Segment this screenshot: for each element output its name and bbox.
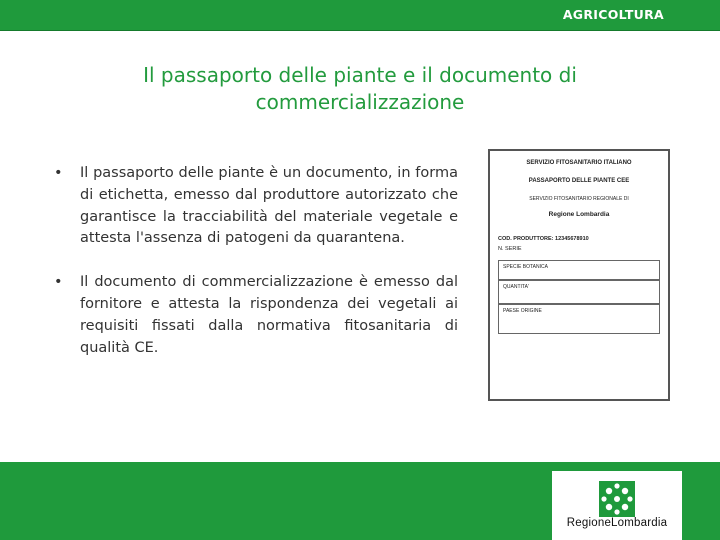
bullet-list: [50, 163, 458, 381]
bullet-item: [50, 163, 458, 250]
region-logo-text: RegioneLombardia: [566, 517, 668, 529]
form-organization: Regione Lombardia: [548, 211, 610, 218]
top-bar: [0, 0, 720, 31]
form-service: SERVIZIO FITOSANITARIO REGIONALE DI: [529, 196, 629, 202]
bullet-item: [50, 272, 458, 359]
section-label: AGRICOLTURA: [562, 7, 664, 22]
rosa-camuna-icon: [599, 481, 635, 517]
slide-title: [60, 62, 660, 116]
form-field-species: SPECIE BOTANICA: [498, 260, 660, 280]
bullet-text: Il passaporto delle piante è un documento, in forma di etichetta, emesso dal produttore autorizzato che garantisce la tracciabilità del materiale vegetale e attesta l'assenza di patogeni da quarantena.: [80, 165, 458, 247]
form-producer-code: COD. PRODUTTORE: 12345678910: [498, 236, 589, 242]
plant-passport-form: [488, 149, 670, 401]
form-series: N. SERIE: [498, 246, 522, 252]
form-field-origin: PAESE ORIGINE: [498, 304, 660, 334]
bullet-dot: •: [54, 274, 63, 291]
slide-title-line1: Il passaporto delle piante e il documento di: [143, 63, 577, 87]
form-header: SERVIZIO FITOSANITARIO ITALIANO: [526, 160, 632, 166]
form-field-quantity: QUANTITA': [498, 280, 660, 304]
form-content: [498, 157, 660, 334]
bullet-text: Il documento di commercializzazione è emesso dal fornitore e attesta la rispondenza dei vegetali ai requisiti fissati dalla normativa fitosanitaria di qualità CE.: [80, 274, 458, 356]
slide-title-line2: commercializzazione: [255, 90, 465, 114]
region-logo: [552, 471, 682, 540]
form-subtitle: PASSAPORTO DELLE PIANTE CEE: [528, 178, 630, 184]
bullet-dot: •: [54, 165, 63, 181]
